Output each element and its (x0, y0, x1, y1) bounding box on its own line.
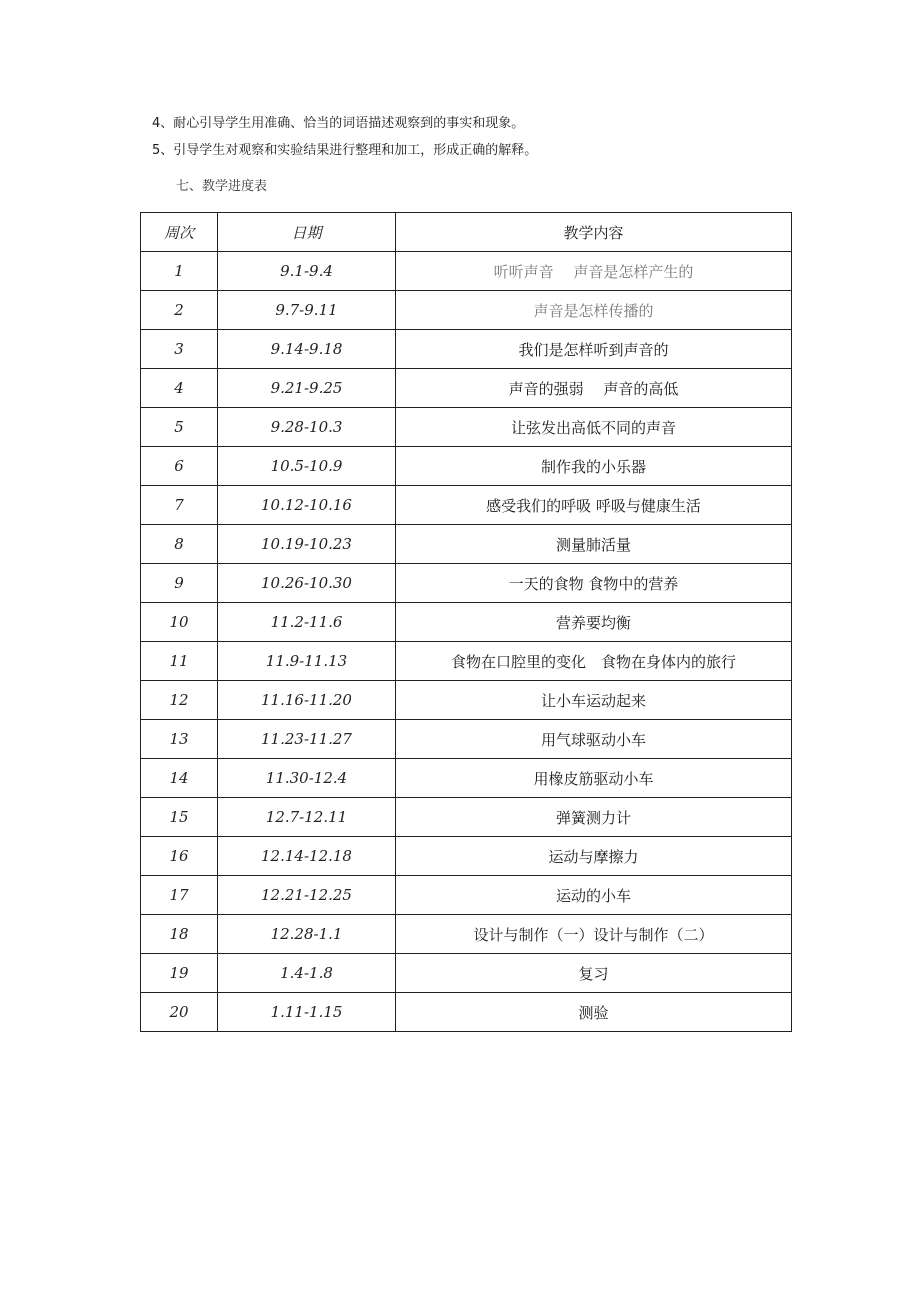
content-cell: 弹簧测力计 (396, 798, 792, 837)
content-cell: 听听声音 声音是怎样产生的 (396, 252, 792, 291)
week-cell: 14 (141, 759, 218, 798)
content-cell: 我们是怎样听到声音的 (396, 330, 792, 369)
date-cell: 11.2-11.6 (218, 603, 396, 642)
content-cell: 让小车运动起来 (396, 681, 792, 720)
week-cell: 6 (141, 447, 218, 486)
date-cell: 11.30-12.4 (218, 759, 396, 798)
week-cell: 1 (141, 252, 218, 291)
week-cell: 18 (141, 915, 218, 954)
content-cell: 营养要均衡 (396, 603, 792, 642)
schedule-table (140, 212, 792, 1032)
content-cell: 一天的食物 食物中的营养 (396, 564, 792, 603)
date-cell: 11.9-11.13 (218, 642, 396, 681)
table-row (141, 876, 792, 915)
table-row (141, 252, 792, 291)
section-title: 七、教学进度表 (176, 179, 268, 194)
week-cell: 8 (141, 525, 218, 564)
week-cell: 7 (141, 486, 218, 525)
table-row (141, 564, 792, 603)
week-cell: 20 (141, 993, 218, 1032)
date-cell: 10.12-10.16 (218, 486, 396, 525)
header-week: 周次 (141, 213, 218, 252)
content-cell: 测量肺活量 (396, 525, 792, 564)
content-cell: 用气球驱动小车 (396, 720, 792, 759)
date-cell: 9.14-9.18 (218, 330, 396, 369)
date-cell: 10.5-10.9 (218, 447, 396, 486)
table-row (141, 291, 792, 330)
week-cell: 9 (141, 564, 218, 603)
table-row (141, 486, 792, 525)
table-row (141, 915, 792, 954)
content-cell: 用橡皮筋驱动小车 (396, 759, 792, 798)
date-cell: 12.14-12.18 (218, 837, 396, 876)
week-cell: 10 (141, 603, 218, 642)
table-row (141, 369, 792, 408)
date-cell: 1.4-1.8 (218, 954, 396, 993)
content-cell: 声音的强弱 声音的高低 (396, 369, 792, 408)
date-cell: 12.28-1.1 (218, 915, 396, 954)
table-row (141, 837, 792, 876)
table-header-row (141, 213, 792, 252)
week-cell: 5 (141, 408, 218, 447)
table-row (141, 408, 792, 447)
table-row (141, 720, 792, 759)
table-body (141, 252, 792, 1032)
week-cell: 13 (141, 720, 218, 759)
header-content: 教学内容 (396, 213, 792, 252)
week-cell: 15 (141, 798, 218, 837)
table-row (141, 447, 792, 486)
paragraph-4: 4、耐心引导学生用准确、恰当的词语描述观察到的事实和现象。 (152, 116, 525, 131)
date-cell: 9.21-9.25 (218, 369, 396, 408)
content-cell: 运动与摩擦力 (396, 837, 792, 876)
date-cell: 12.7-12.11 (218, 798, 396, 837)
content-cell: 设计与制作（一）设计与制作（二） (396, 915, 792, 954)
content-cell: 声音是怎样传播的 (396, 291, 792, 330)
table-row (141, 993, 792, 1032)
week-cell: 12 (141, 681, 218, 720)
date-cell: 10.19-10.23 (218, 525, 396, 564)
content-cell: 让弦发出高低不同的声音 (396, 408, 792, 447)
content-cell: 食物在口腔里的变化 食物在身体内的旅行 (396, 642, 792, 681)
content-cell: 感受我们的呼吸 呼吸与健康生活 (396, 486, 792, 525)
header-date: 日期 (218, 213, 396, 252)
table-row (141, 603, 792, 642)
content-cell: 测验 (396, 993, 792, 1032)
paragraph-5: 5、引导学生对观察和实验结果进行整理和加工，形成正确的解释。 (152, 143, 538, 158)
table-row (141, 798, 792, 837)
date-cell: 9.7-9.11 (218, 291, 396, 330)
content-cell: 运动的小车 (396, 876, 792, 915)
week-cell: 11 (141, 642, 218, 681)
date-cell: 9.28-10.3 (218, 408, 396, 447)
date-cell: 1.11-1.15 (218, 993, 396, 1032)
week-cell: 2 (141, 291, 218, 330)
date-cell: 11.23-11.27 (218, 720, 396, 759)
table-row (141, 759, 792, 798)
table-row (141, 525, 792, 564)
week-cell: 3 (141, 330, 218, 369)
date-cell: 12.21-12.25 (218, 876, 396, 915)
table-row (141, 330, 792, 369)
table-row (141, 642, 792, 681)
date-cell: 11.16-11.20 (218, 681, 396, 720)
week-cell: 4 (141, 369, 218, 408)
content-cell: 制作我的小乐器 (396, 447, 792, 486)
week-cell: 16 (141, 837, 218, 876)
date-cell: 10.26-10.30 (218, 564, 396, 603)
content-cell: 复习 (396, 954, 792, 993)
week-cell: 17 (141, 876, 218, 915)
date-cell: 9.1-9.4 (218, 252, 396, 291)
table-row (141, 954, 792, 993)
week-cell: 19 (141, 954, 218, 993)
table-row (141, 681, 792, 720)
